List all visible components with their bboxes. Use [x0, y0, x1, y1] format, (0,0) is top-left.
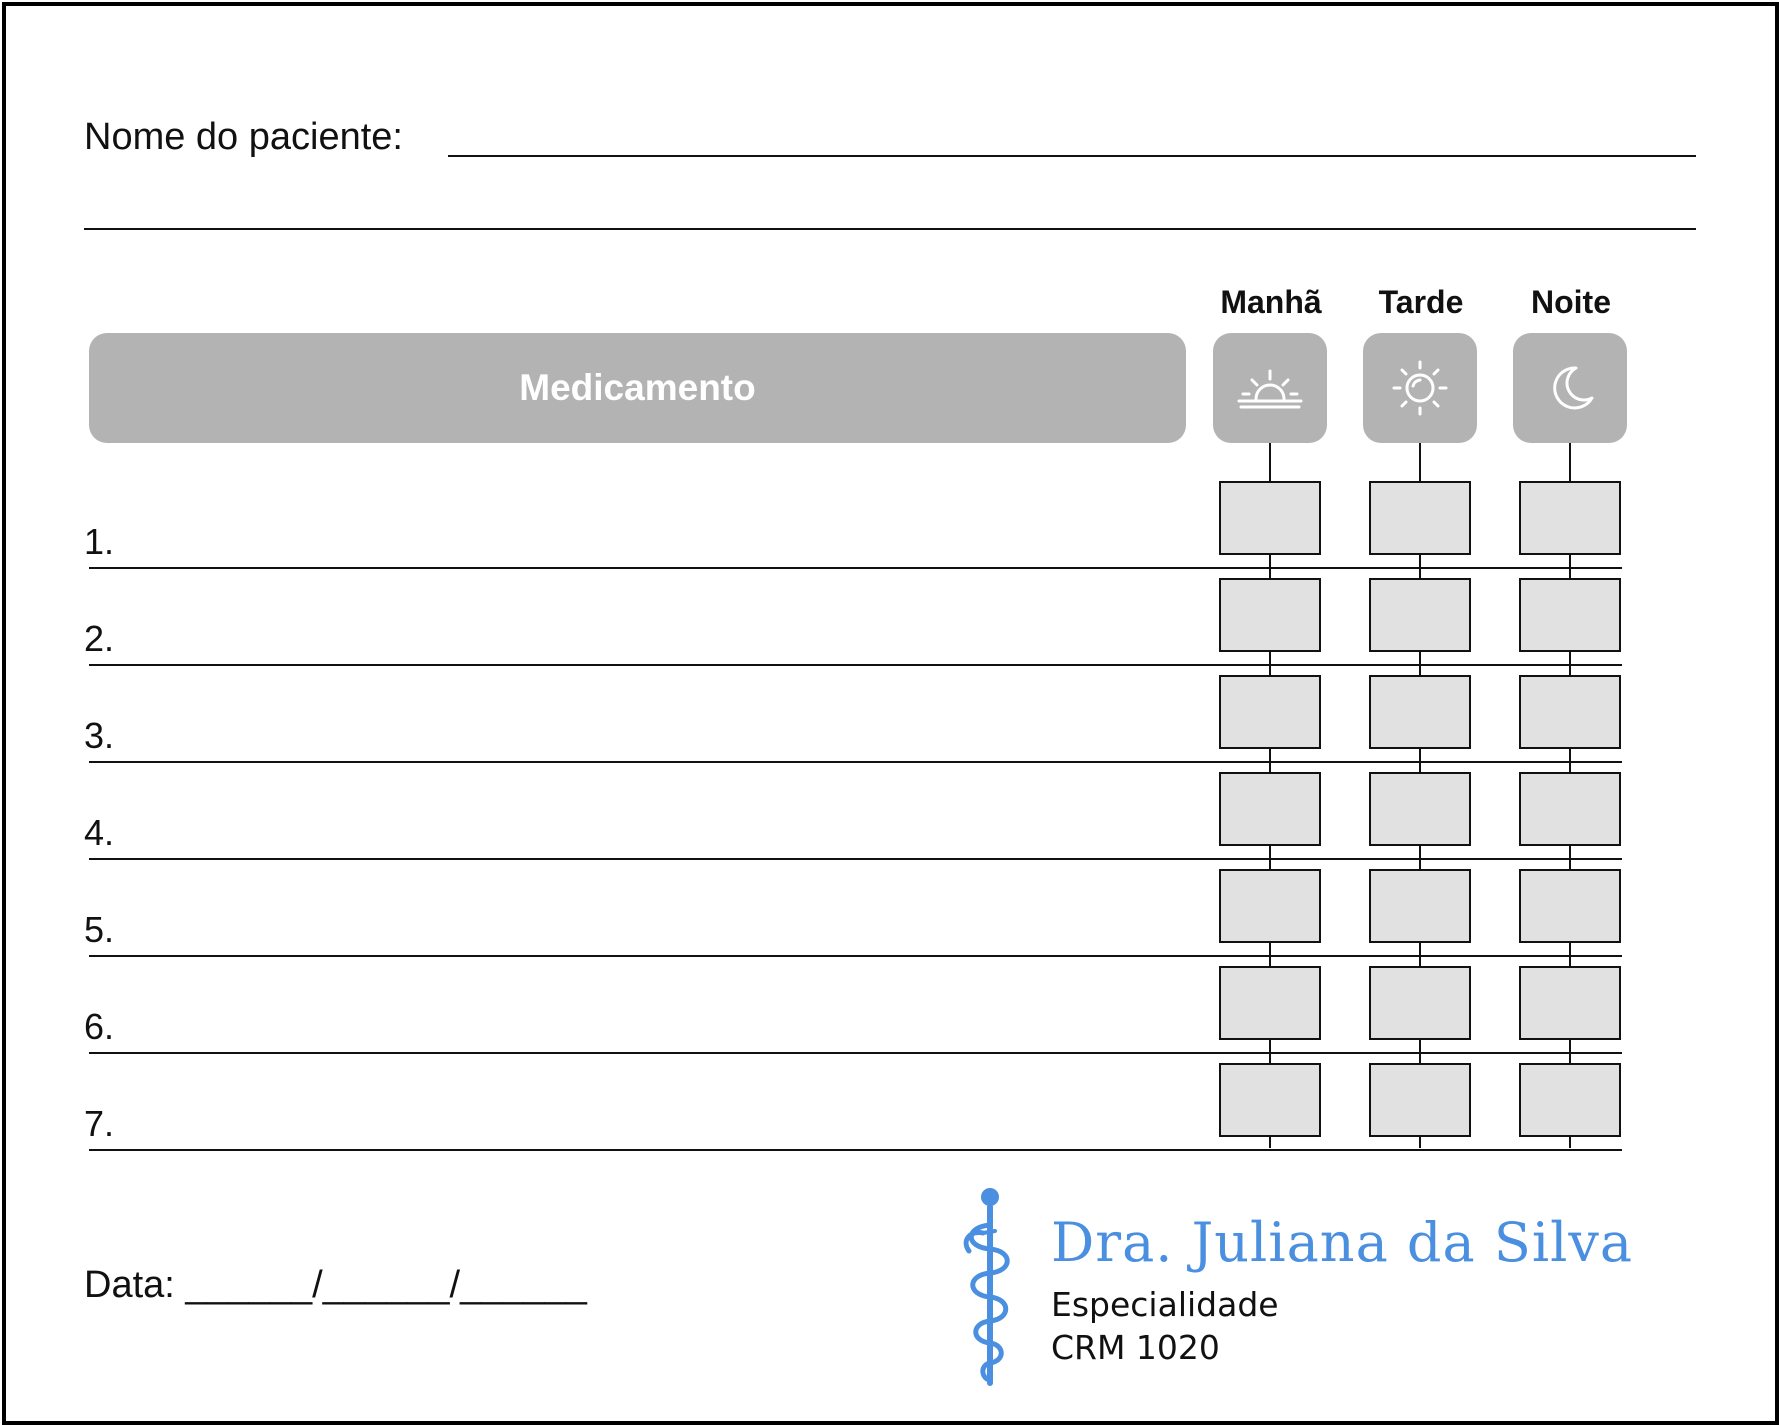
night-dose-box[interactable]	[1519, 1063, 1621, 1137]
afternoon-dose-box[interactable]	[1369, 869, 1471, 943]
patient-name-line-1[interactable]	[448, 155, 1696, 157]
medication-line[interactable]	[89, 567, 1622, 569]
night-dose-box[interactable]	[1519, 675, 1621, 749]
doctor-crm: CRM 1020	[1051, 1328, 1220, 1367]
night-header	[1513, 333, 1627, 443]
row-number: 6.	[84, 1006, 115, 1047]
morning-dose-box[interactable]	[1219, 481, 1321, 555]
row-number: 3.	[84, 715, 115, 756]
night-dose-box[interactable]	[1519, 481, 1621, 555]
afternoon-dose-box[interactable]	[1369, 772, 1471, 846]
night-dose-box[interactable]	[1519, 966, 1621, 1040]
patient-name-label: Nome do paciente:	[84, 116, 403, 158]
night-dose-box[interactable]	[1519, 869, 1621, 943]
morning-dose-box[interactable]	[1219, 966, 1321, 1040]
medication-header-label: Medicamento	[519, 367, 756, 408]
doctor-specialty: Especialidade	[1051, 1285, 1279, 1324]
medication-line[interactable]	[89, 664, 1622, 666]
row-number: 2.	[84, 618, 115, 659]
night-dose-box[interactable]	[1519, 578, 1621, 652]
column-label-night: Noite	[1531, 284, 1611, 320]
medication-header	[89, 333, 1186, 443]
morning-dose-box[interactable]	[1219, 675, 1321, 749]
column-label-afternoon: Tarde	[1378, 284, 1464, 320]
date-field[interactable]: Data: ______/______/______	[84, 1264, 587, 1306]
afternoon-dose-box[interactable]	[1369, 966, 1471, 1040]
doctor-name: Dra. Juliana da Silva	[1051, 1211, 1634, 1274]
morning-dose-box[interactable]	[1219, 1063, 1321, 1137]
medication-line[interactable]	[89, 1052, 1622, 1054]
afternoon-dose-box[interactable]	[1369, 578, 1471, 652]
medication-line[interactable]	[89, 1149, 1622, 1151]
morning-dose-box[interactable]	[1219, 772, 1321, 846]
afternoon-dose-box[interactable]	[1369, 675, 1471, 749]
row-number: 5.	[84, 909, 115, 950]
medication-line[interactable]	[89, 955, 1622, 957]
patient-name-line-2[interactable]	[84, 228, 1696, 230]
moon-icon	[1542, 360, 1598, 416]
sunrise-icon	[1235, 363, 1305, 413]
morning-dose-box[interactable]	[1219, 869, 1321, 943]
afternoon-dose-box[interactable]	[1369, 481, 1471, 555]
medication-line[interactable]	[89, 858, 1622, 860]
morning-header	[1213, 333, 1327, 443]
caduceus-icon	[955, 1185, 1025, 1390]
morning-dose-box[interactable]	[1219, 578, 1321, 652]
night-dose-box[interactable]	[1519, 772, 1621, 846]
afternoon-header	[1363, 333, 1477, 443]
row-number: 4.	[84, 812, 115, 853]
medication-line[interactable]	[89, 761, 1622, 763]
column-label-morning: Manhã	[1220, 284, 1322, 320]
row-number: 1.	[84, 521, 115, 562]
row-number: 7.	[84, 1103, 115, 1144]
afternoon-dose-box[interactable]	[1369, 1063, 1471, 1137]
sun-icon	[1388, 356, 1452, 420]
